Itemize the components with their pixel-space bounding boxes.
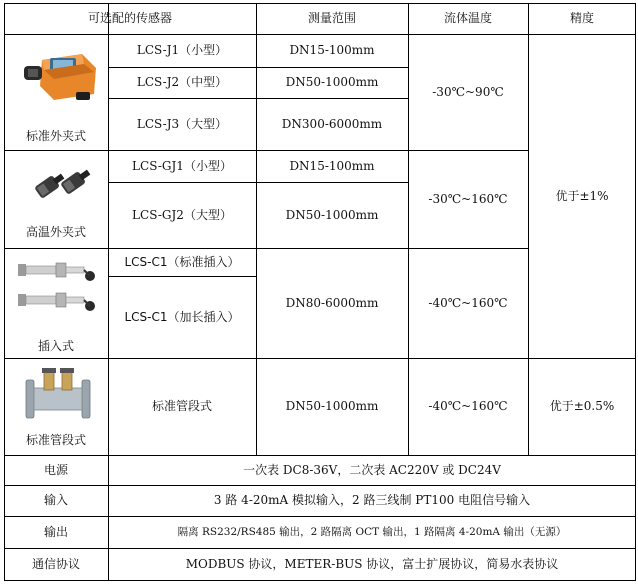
spec-label-power: 电源 [43, 462, 68, 477]
group-3-range: DN80-6000mm [285, 295, 379, 310]
spec-label-output: 输出 [43, 524, 68, 539]
group-3-model-1: LCS-C1（标准插入） [124, 254, 240, 269]
header-sensor: 可选配的传感器 [87, 11, 172, 26]
group-2-range-2: DN50-1000mm [285, 207, 379, 222]
group-1-range-1: DN15-100mm [289, 43, 375, 58]
group-1-temp: -30℃~90℃ [432, 84, 504, 99]
header-range: 测量范围 [307, 11, 356, 26]
group-3-temp: -40℃~160℃ [428, 295, 508, 310]
spec-value-power: 一次表 DC8-36V，二次表 AC220V 或 DC24V [243, 462, 501, 477]
accuracy-2: 优于±0.5% [549, 399, 615, 414]
group-2-model-1: LCS-GJ1（小型） [132, 158, 232, 173]
group-1-range-2: DN50-1000mm [285, 75, 379, 90]
spec-label-input: 输入 [43, 493, 68, 508]
group-2-caption: 高温外夹式 [25, 225, 86, 239]
header-accuracy: 精度 [569, 11, 594, 26]
group-3-caption: 插入式 [37, 339, 74, 353]
group-4-range-1: DN50-1000mm [285, 399, 379, 414]
spec-label-protocol: 通信协议 [31, 556, 80, 571]
group-2-range-1: DN15-100mm [289, 158, 375, 173]
high-temp-clamp-sensor-icon [30, 160, 94, 216]
group-4-caption: 标准管段式 [25, 433, 86, 447]
group-3-model-2: LCS-C1（加长插入） [124, 309, 240, 324]
group-1-range-3: DN300-6000mm [281, 116, 383, 131]
insertion-sensor-icon [14, 254, 102, 328]
group-4-model-1: 标准管段式 [151, 399, 212, 414]
group-1-model-1: LCS-J1（小型） [136, 43, 228, 58]
group-1-model-3: LCS-J3（大型） [136, 116, 228, 131]
group-2-model-2: LCS-GJ2（大型） [132, 207, 232, 222]
accuracy-1: 优于±1% [555, 188, 609, 203]
clamp-on-sensor-icon [20, 42, 100, 112]
header-temp: 流体温度 [443, 11, 492, 26]
spec-value-input: 3 路 4-20mA 模拟输入，2 路三线制 PT100 电阻信号输入 [213, 493, 531, 508]
spec-value-protocol: MODBUS 协议，METER-BUS 协议，富士扩展协议，简易水表协议 [185, 556, 559, 571]
pipe-section-sensor-icon [22, 366, 94, 426]
group-4-temp: -40℃~160℃ [428, 399, 508, 414]
group-1-caption: 标准外夹式 [25, 129, 86, 143]
group-2-temp: -30℃~160℃ [428, 191, 508, 206]
spec-value-output: 隔离 RS232/RS485 输出，2 路隔离 OCT 输出，1 路隔离 4-20mA 输出（无源） [177, 525, 567, 538]
group-1-model-2: LCS-J2（中型） [136, 75, 228, 90]
